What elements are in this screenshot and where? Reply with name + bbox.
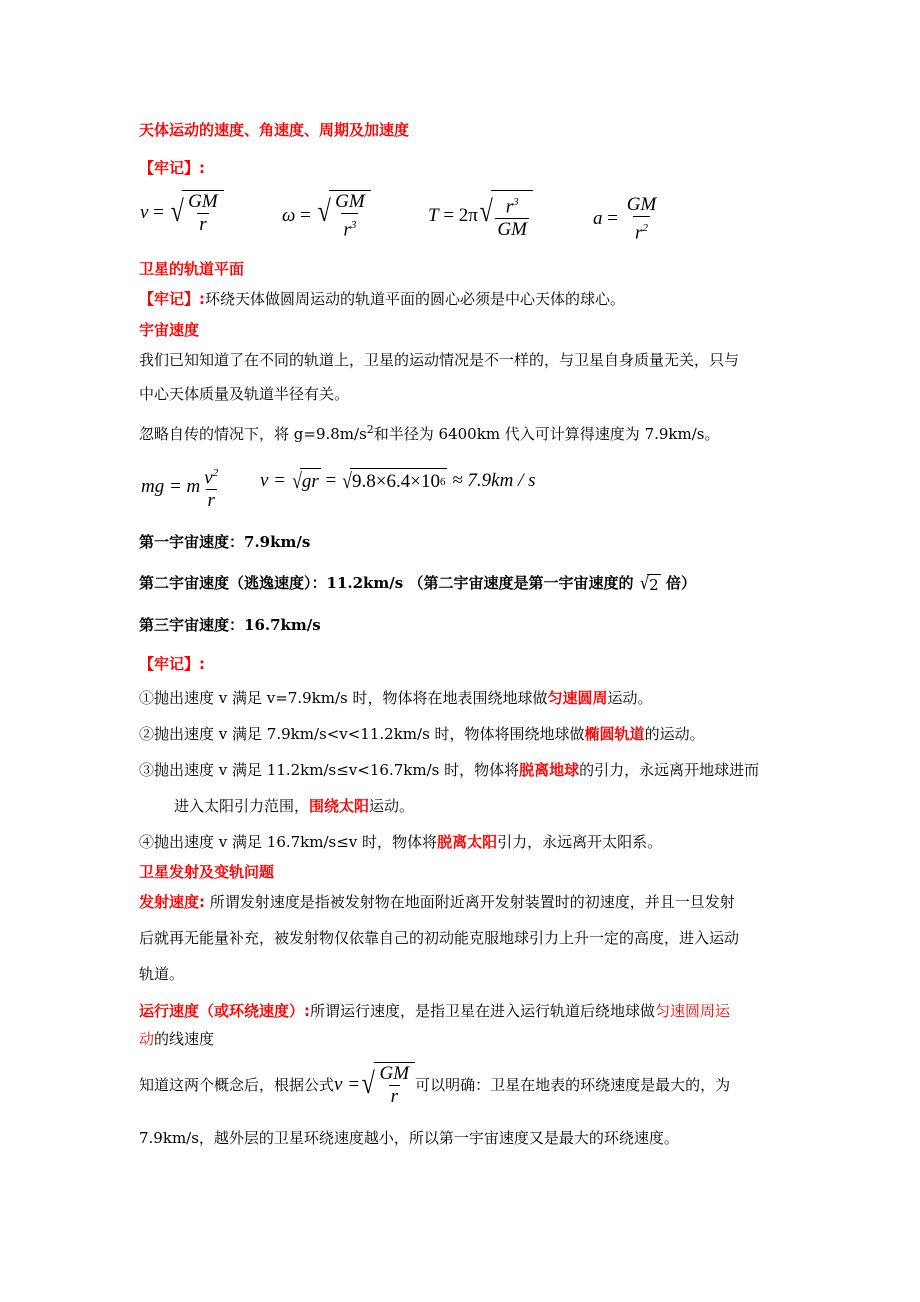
paragraph-line xyxy=(139,1029,214,1049)
section-title-launch-orbit: 卫星发射及变轨问题 xyxy=(139,863,275,881)
section-title-celestial-motion: 天体运动的速度、角速度、周期及加速度 xyxy=(139,121,410,139)
text-segment: 忽略自传的情况下，将 g=9.8m/s xyxy=(139,425,367,443)
paragraph-line xyxy=(139,420,720,444)
remember-label: 【牢记】: xyxy=(139,159,205,177)
numerator: GM xyxy=(335,191,365,212)
formula-velocity: v = √ $\frac{GM}{r}$ xyxy=(140,190,224,236)
text-segment: ③抛出速度 v 满足 11.2km/s≤v<16.7km/s 时，物体将 xyxy=(139,761,520,779)
radicand: 9.8×6.4×10 xyxy=(352,470,440,492)
formula-angular-velocity: ω = √ $\frac{GM}{r^3}$ xyxy=(282,190,371,241)
text-segment: ①抛出速度 v 满足 v=7.9km/s 时，物体将在地表围绕地球做 xyxy=(139,689,548,707)
sqrt-symbol: √ $\frac{GM}{r}$ xyxy=(169,190,224,236)
paragraph-line: 中心天体质量及轨道半径有关。 xyxy=(139,385,350,403)
highlight: 椭圆轨道 xyxy=(584,725,645,743)
formula-first-cosmic-velocity xyxy=(260,468,536,494)
list-item xyxy=(139,832,662,852)
term-label: 运行速度（或环绕速度）: xyxy=(139,1002,310,1020)
section-title-orbit-plane: 卫星的轨道平面 xyxy=(139,260,245,278)
paragraph-line xyxy=(139,1001,730,1021)
paragraph-line: 我们已知知道了在不同的轨道上，卫星的运动情况是不一样的，与卫星自身质量无关，只与 xyxy=(139,351,740,369)
sqrt-symbol: √ 9.8×6.4×10 6 xyxy=(342,468,446,493)
highlight: 匀速圆周 xyxy=(547,689,608,707)
text-segment: 运动。 xyxy=(369,797,415,815)
sqrt-symbol: √ gr xyxy=(291,468,319,493)
formula-lhs: ω xyxy=(282,204,296,226)
paragraph-line xyxy=(139,892,735,912)
first-cosmic-velocity: 第一宇宙速度：7.9km/s xyxy=(139,533,311,551)
sqrt-symbol: √ 2 xyxy=(639,572,659,594)
highlight: 动 xyxy=(139,1030,155,1048)
section-title-cosmic-velocity: 宇宙速度 xyxy=(139,321,200,339)
paragraph-line: 轨道。 xyxy=(139,965,185,983)
term-label: 发射速度: xyxy=(139,893,205,911)
formula-lhs: mg = m xyxy=(141,476,201,498)
denominator: r xyxy=(635,222,643,244)
formula-acceleration: a = $\frac{GM}{r^2}$ xyxy=(593,194,657,244)
list-item-continuation xyxy=(174,796,414,816)
numerator: GM xyxy=(188,191,218,212)
highlight: 脱离地球 xyxy=(519,761,580,779)
text-segment: 引力，永远离开太阳系。 xyxy=(497,833,663,851)
sqrt-symbol: √ $\frac{r^3}{GM}$ xyxy=(478,190,533,241)
radicand: gr xyxy=(300,468,321,494)
denominator: r xyxy=(199,214,207,235)
text-segment: 进入太阳引力范围， xyxy=(174,797,310,815)
remember-label: 【牢记】: xyxy=(139,290,205,308)
formula-period: T = 2π √ $\frac{r^3}{GM}$ xyxy=(428,190,533,241)
numerator: GM xyxy=(379,1063,410,1084)
third-cosmic-velocity: 第三宇宙速度：16.7km/s xyxy=(139,616,321,634)
exponent: 2 xyxy=(642,222,648,234)
formula-lhs: v = xyxy=(334,1074,361,1095)
highlight: 匀速圆周运 xyxy=(655,1002,731,1020)
text-segment: 的运动。 xyxy=(644,725,705,743)
sqrt-symbol: √ $\frac{GM}{r}$ xyxy=(360,1062,415,1108)
text-segment: 和半径为 6400km 代入可计算得速度为 7.9km/s。 xyxy=(373,425,720,443)
paragraph-line xyxy=(139,1062,730,1108)
denominator: GM xyxy=(497,219,527,241)
formula-orbital-velocity xyxy=(334,1062,415,1108)
sqrt-symbol: √ $\frac{GM}{r^3}$ xyxy=(316,190,371,241)
formula-lhs: T xyxy=(428,204,439,226)
list-item xyxy=(139,724,705,744)
numerator: GM xyxy=(626,194,657,215)
orbit-plane-paragraph xyxy=(139,289,625,309)
text-segment: 可以明确：卫星在地表的环绕速度是最大的，为 xyxy=(415,1076,731,1094)
highlight: 围绕太阳 xyxy=(309,797,370,815)
formula-gravity-centripetal xyxy=(141,462,222,512)
denominator: r xyxy=(207,490,215,512)
paragraph-text: 环绕天体做圆周运动的轨道平面的圆心必须是中心天体的球心。 xyxy=(205,290,626,308)
radicand: 2 xyxy=(649,575,659,594)
remember-label: 【牢记】: xyxy=(139,655,205,673)
exponent: 3 xyxy=(513,196,519,208)
exponent: 2 xyxy=(212,467,219,479)
denominator: r xyxy=(390,1086,398,1107)
result: ≈ 7.9km / s xyxy=(452,470,536,491)
equals: = xyxy=(325,470,337,491)
numerator: r xyxy=(505,196,514,218)
exponent: 6 xyxy=(439,475,446,488)
second-cosmic-velocity xyxy=(139,573,696,595)
text-segment: ②抛出速度 v 满足 7.9km/s<v<11.2km/s 时，物体将围绕地球做 xyxy=(139,725,585,743)
text-segment: 的引力，永远离开地球进而 xyxy=(579,761,760,779)
text-segment: 所谓发射速度是指被发射物在地面附近离开发射装置时的初速度，并且一旦发射 xyxy=(205,893,735,911)
text-segment: 所谓运行速度，是指卫星在进入运行轨道后绕地球做 xyxy=(310,1002,656,1020)
text-segment: 的线速度 xyxy=(154,1030,215,1048)
formula-lhs: v xyxy=(140,202,149,223)
numerator: v xyxy=(204,467,213,489)
paragraph-line: 7.9km/s，越外层的卫星环绕速度越小，所以第一宇宙速度又是最大的环绕速度。 xyxy=(139,1129,679,1147)
text-segment: 第二宇宙速度（逃逸速度）：11.2km/s （第二宇宙速度是第一宇宙速度的 xyxy=(139,574,634,592)
highlight: 脱离太阳 xyxy=(437,833,498,851)
text-segment: 运动。 xyxy=(607,689,653,707)
list-item xyxy=(139,688,653,708)
text-segment: 倍） xyxy=(665,574,696,592)
exponent: 3 xyxy=(350,219,357,231)
text-segment: 知道这两个概念后，根据公式 xyxy=(139,1076,335,1094)
formula-lhs: a xyxy=(593,208,603,230)
exponent: 2 xyxy=(366,423,374,436)
denominator: r xyxy=(343,219,351,241)
coefficient: 2π xyxy=(458,204,478,226)
paragraph-line: 后就再无能量补充，被发射物仅依靠自己的初动能克服地球引力上升一定的高度，进入运动 xyxy=(139,929,740,947)
text-segment: ④抛出速度 v 满足 16.7km/s≤v 时，物体将 xyxy=(139,833,438,851)
formula-lhs: v = xyxy=(260,470,287,491)
list-item xyxy=(139,760,759,780)
